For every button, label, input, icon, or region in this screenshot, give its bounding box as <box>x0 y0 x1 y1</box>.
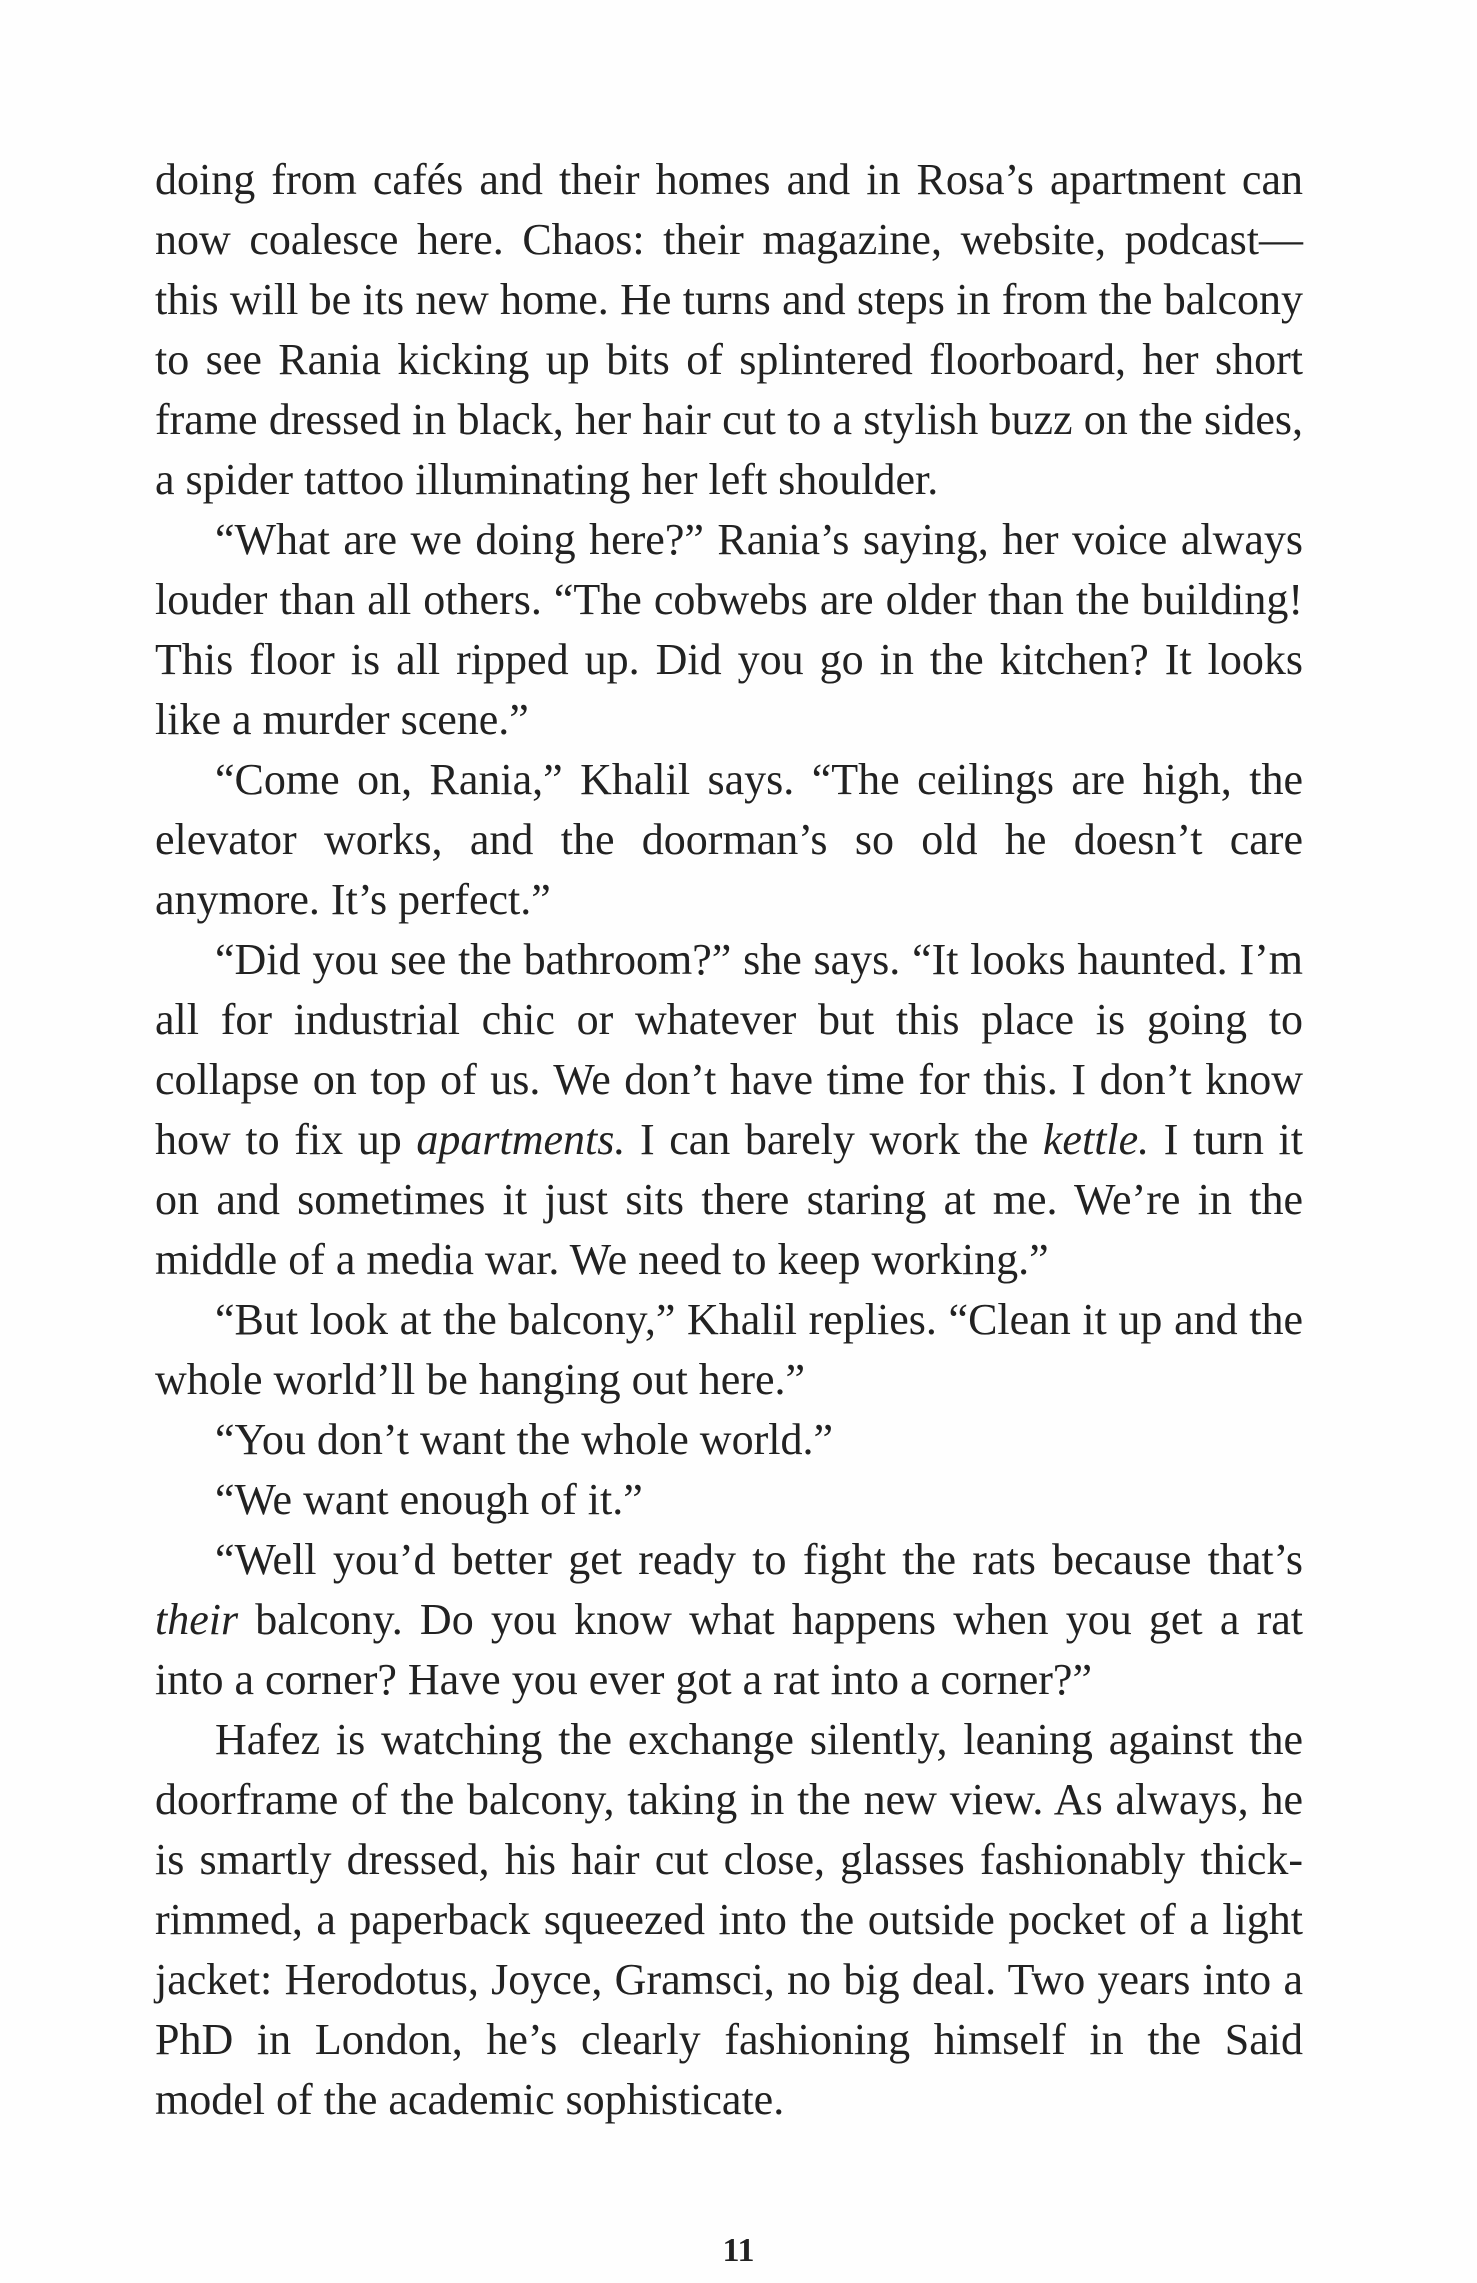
emphasis-kettle: kettle. <box>1042 1115 1150 1164</box>
paragraph-4-part-3: I turn it on and sometimes it just sits there staring at me. We’re in the middle of a media war. We need to keep working.” <box>155 1115 1304 1284</box>
paragraph-4-part-2: I can barely work the <box>625 1115 1043 1164</box>
paragraph-8-part-1: “Well you’d better get ready to fight the rats because that’s <box>215 1535 1303 1584</box>
paragraph-6: “You don’t want the whole world.” <box>215 1415 833 1464</box>
paragraph-2: “What are we doing here?” Rania’s saying, her voice always louder than all others. “The cobwebs are older than the building! This floor is all ripped up. Did you go in the kitchen? It looks like a murder scene.” <box>155 515 1303 744</box>
paragraph-8-part-2: balcony. Do you know what happens when you get a rat into a corner? Have you ever got a rat into a corner?” <box>155 1595 1303 1704</box>
paragraph-5: “But look at the balcony,” Khalil replies. “Clean it up and the whole world’ll be hanging out here.” <box>155 1295 1303 1404</box>
paragraph-8 <box>155 1530 1303 1710</box>
emphasis-apartments: apartments. <box>416 1115 626 1164</box>
body-text <box>155 150 1303 2130</box>
page-number: 11 <box>722 2232 755 2269</box>
paragraph-1: doing from cafés and their homes and in Rosa’s apartment can now coalesce here. Chaos: their magazine, website, podcast—this will be its new home. He turns and steps in from the balcony to see Rania kicking up bits of splintered floorboard, her short frame dressed in black, her hair cut to a stylish buzz on the sides, a spider tattoo illuminating her left shoulder. <box>155 155 1303 504</box>
paragraph-4-part-1: “Did you see the bathroom?” she says. “It looks haunted. I’m all for industrial chic or whatever but this place is going to collapse on top of us. We don’t have time for this. I don’t know how to fix up <box>155 935 1303 1164</box>
emphasis-their: their <box>155 1595 239 1644</box>
paragraph-9: Hafez is watching the exchange silently, leaning against the doorframe of the balcony, taking in the new view. As always, he is smartly dressed, his hair cut close, glasses fashionably thick-rimmed, a paperback squeezed into the outside pocket of a light jacket: Herodotus, Joyce, Gramsci, no big deal. Two years into a PhD in London, he’s clearly fashioning himself in the Said model of the academic sophisticate. <box>155 1715 1303 2124</box>
paragraph-3: “Come on, Rania,” Khalil says. “The ceilings are high, the elevator works, and the doorman’s so old he doesn’t care anymore. It’s perfect.” <box>155 755 1303 924</box>
paragraph-7: “We want enough of it.” <box>215 1475 643 1524</box>
paragraph-4 <box>155 930 1303 1290</box>
